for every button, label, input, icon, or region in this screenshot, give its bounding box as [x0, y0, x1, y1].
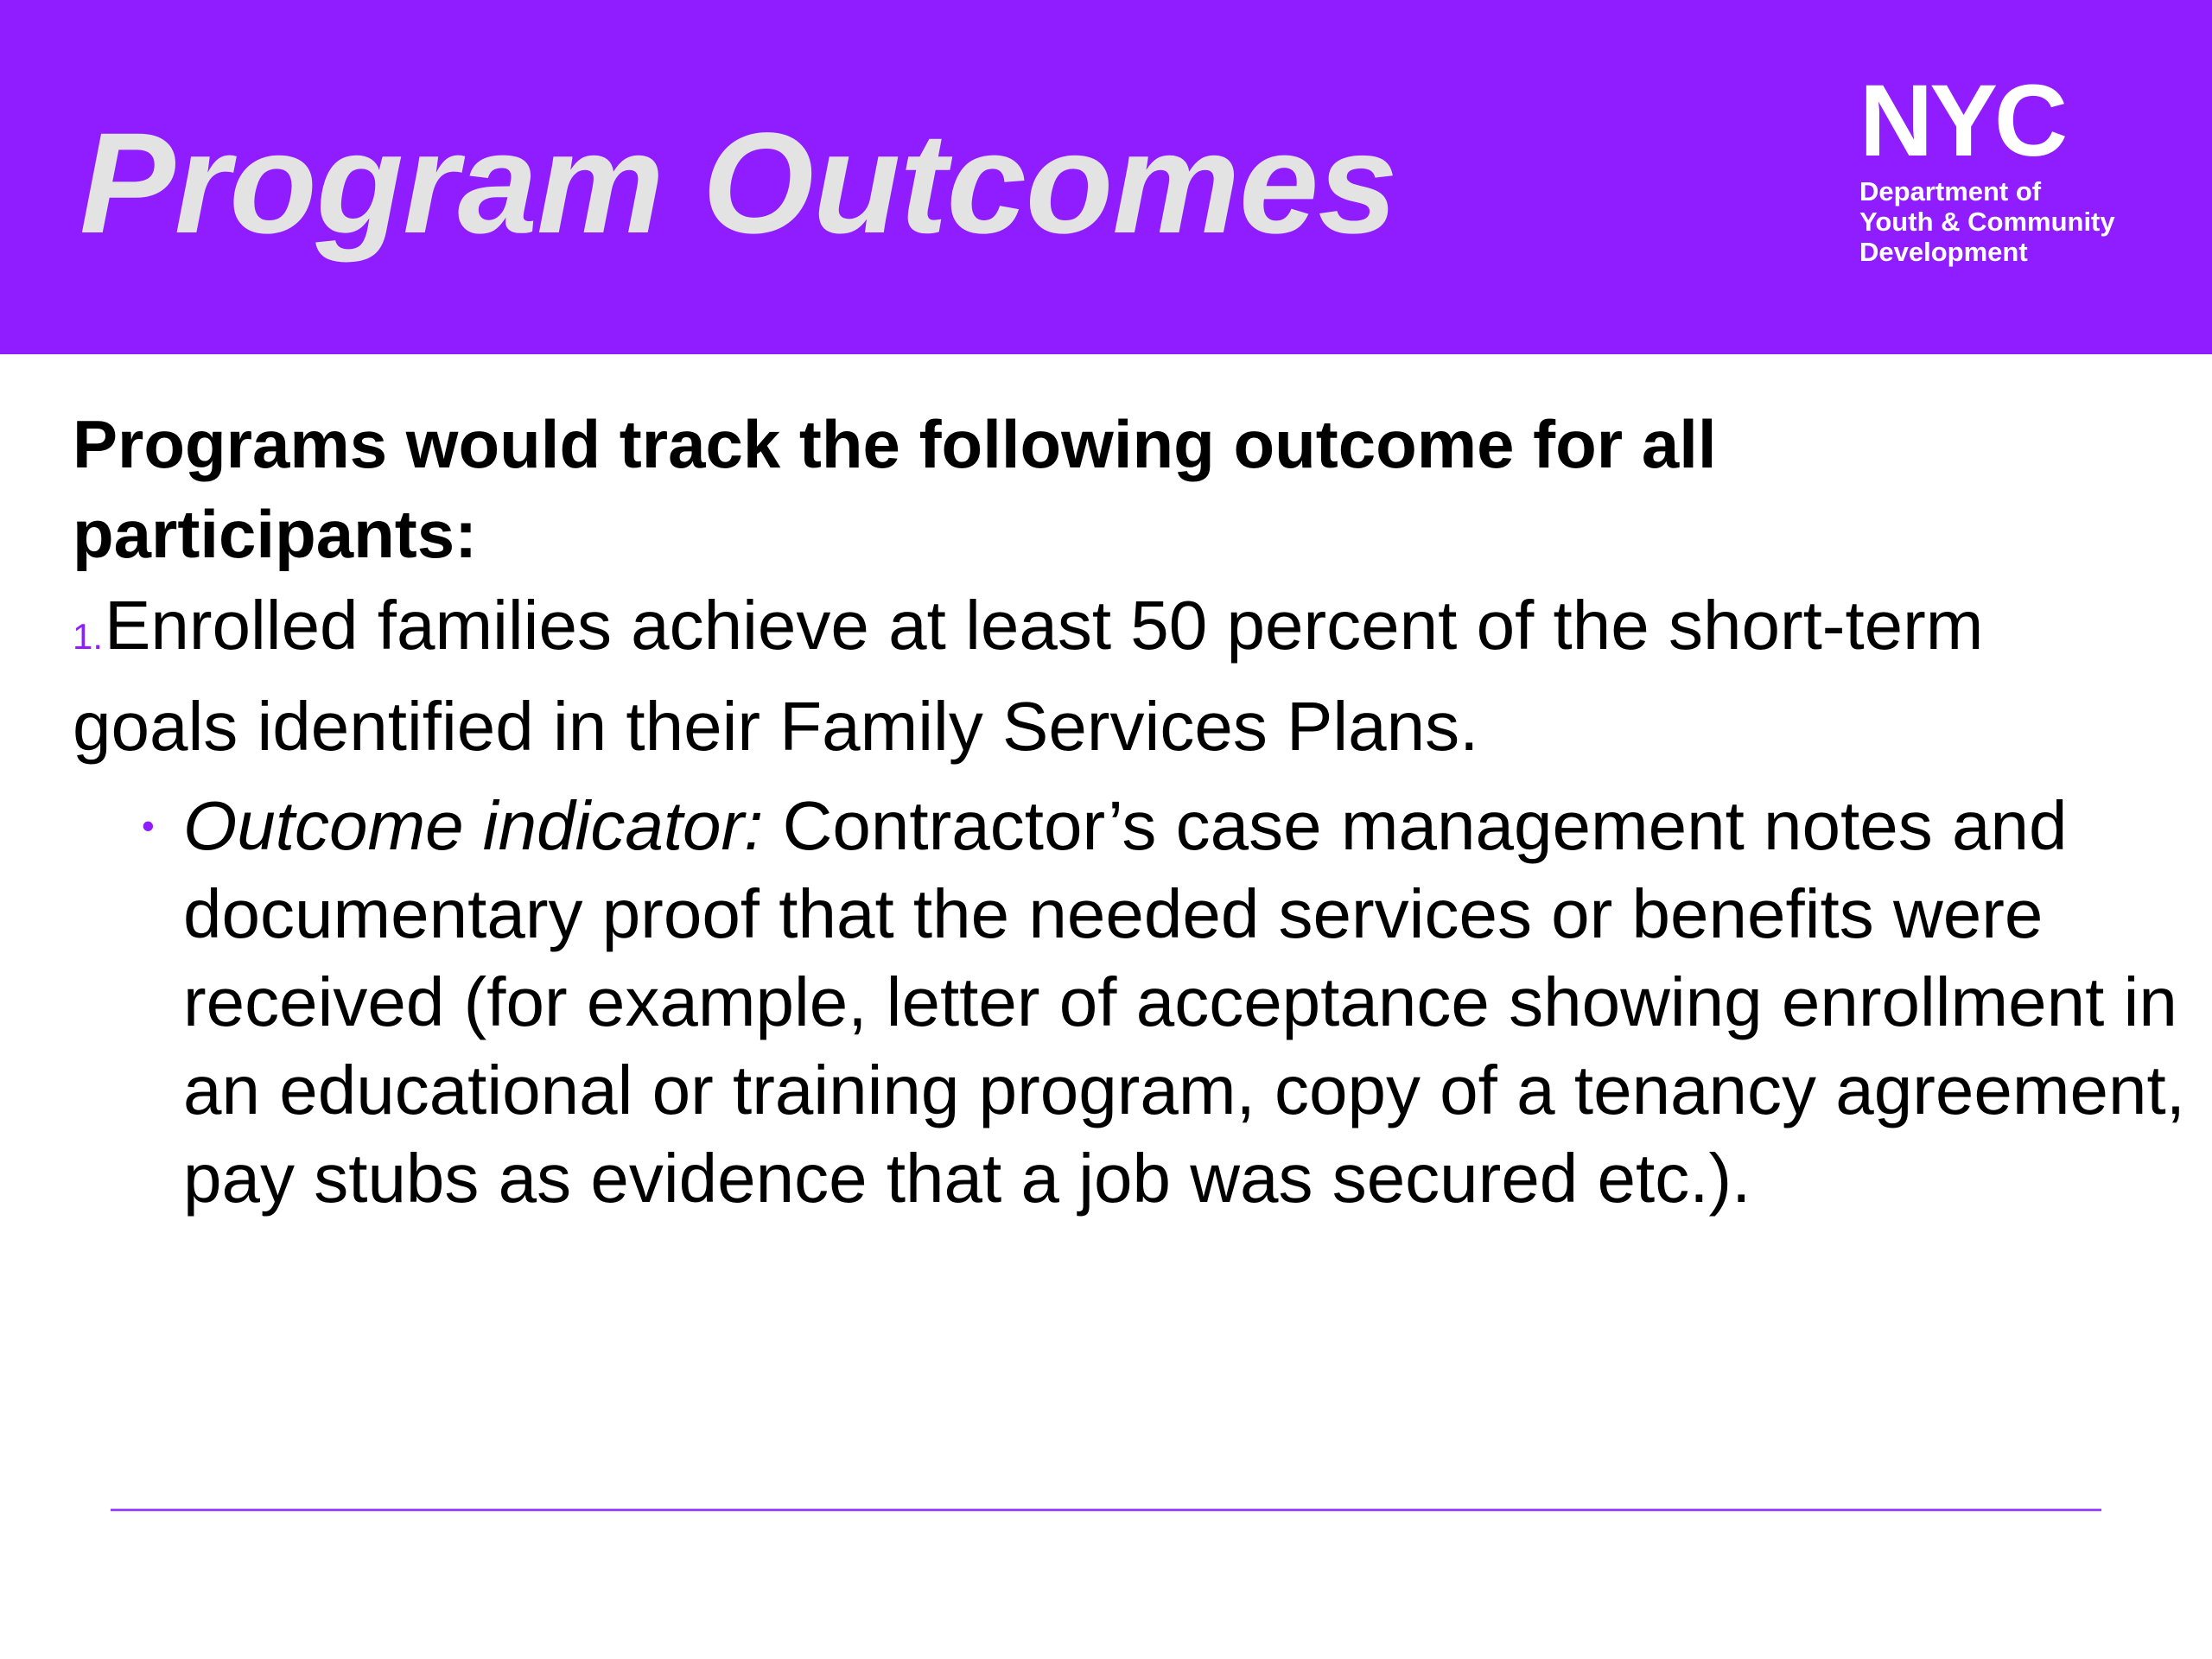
- slide-title: Program Outcomes: [79, 104, 1397, 264]
- logo-subtitle: [1859, 176, 2119, 267]
- intro-heading: Programs would track the following outcome for all participants:: [73, 406, 1717, 572]
- outcome-indicator-bullet: [142, 782, 2212, 1223]
- logo-subtitle-line: Youth & Community: [1859, 207, 2115, 237]
- outcome-indicator-text: Contractor’s case management notes and documentary proof that the needed services or benefits were received (for example, letter of acceptance showing enrollment in an educational or training program, copy of a tenancy agreement, pay stubs as evidence that a job was secured etc.).: [183, 787, 2185, 1217]
- logo-wordmark: NYC: [1859, 74, 2065, 171]
- outcome-number: 1.: [73, 616, 104, 657]
- nyc-dycd-logo-icon: [1859, 74, 2119, 267]
- outcome-text: Enrolled families achieve at least 50 percent of the short-term goals identified in their Family Services Plans.: [73, 587, 1984, 765]
- bullet-dot-icon: •: [142, 805, 155, 846]
- outcome-item: [73, 581, 2155, 772]
- slide-content: [73, 399, 2185, 1223]
- footer-divider: [111, 1509, 2101, 1511]
- outcome-indicator-label: Outcome indicator:: [183, 787, 764, 864]
- nyc-logo-icon: [1859, 74, 2119, 171]
- logo-subtitle-line: Development: [1859, 237, 2028, 267]
- logo-subtitle-line: Department of: [1859, 176, 2042, 207]
